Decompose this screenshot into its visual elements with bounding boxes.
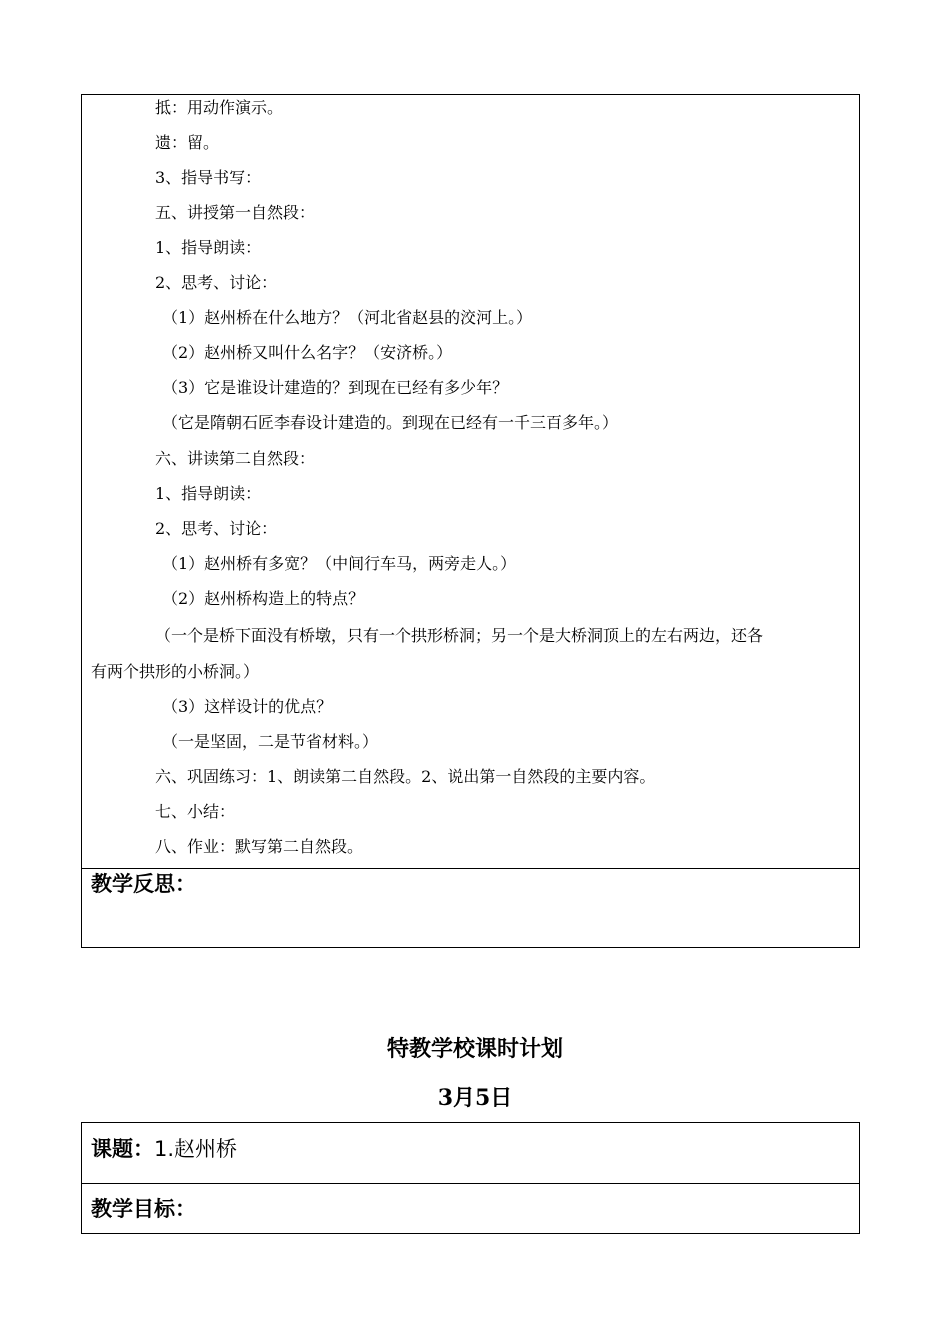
topic-row — [91, 1136, 237, 1162]
lesson-line: （2）赵州桥又叫什么名字？（安济桥。） — [162, 343, 453, 362]
lesson-line: （2）赵州桥构造上的特点？ — [162, 589, 365, 608]
lesson-line: 七、小结： — [155, 802, 236, 821]
lesson-line: 3、指导书写： — [155, 168, 262, 187]
lesson-line: 六、巩固练习：1、朗读第二自然段。2、说出第一自然段的主要内容。 — [155, 767, 656, 786]
lesson-line: （3）它是谁设计建造的？到现在已经有多少年？ — [162, 378, 509, 397]
topic-value: 1.赵州桥 — [154, 1137, 238, 1161]
lesson-line: 2、思考、讨论： — [155, 519, 278, 538]
lesson-line: （它是隋朝石匠李春设计建造的。到现在已经有一千三百多年。） — [162, 413, 619, 432]
lesson-line: 2、思考、讨论： — [155, 273, 278, 292]
lesson-line: 八、作业：默写第二自然段。 — [155, 837, 364, 856]
lesson-line: （1）赵州桥有多宽？（中间行车马，两旁走人。） — [162, 554, 517, 573]
row-divider — [82, 1183, 859, 1184]
lesson-line: 六、讲读第二自然段： — [155, 449, 316, 468]
lesson-line: 五、讲授第一自然段： — [155, 203, 316, 222]
plan-date: 3月5日 — [437, 1085, 513, 1111]
lesson-line: 有两个拱形的小桥洞。） — [91, 662, 260, 681]
plan-table — [81, 1122, 860, 1234]
lesson-line: （3）这样设计的优点？ — [162, 697, 333, 716]
reflection-label: 教学反思： — [91, 872, 196, 896]
reflection-box — [81, 868, 860, 948]
plan-title: 特教学校课时计划 — [386, 1037, 563, 1062]
lesson-line: 抵：用动作演示。 — [155, 98, 284, 117]
lesson-line: （一是坚固，二是节省材料。） — [162, 732, 379, 751]
lesson-line: 1、指导朗读： — [155, 238, 262, 257]
lesson-line: 1、指导朗读： — [155, 484, 262, 503]
lesson-line: （一个是桥下面没有桥墩，只有一个拱形桥洞；另一个是大桥洞顶上的左右两边，还各 — [155, 626, 764, 645]
lesson-line: （1）赵州桥在什么地方？（河北省赵县的洨河上。） — [162, 308, 533, 327]
lesson-content-box — [81, 94, 860, 869]
lesson-line: 遗：留。 — [155, 133, 220, 152]
objectives-label: 教学目标： — [91, 1197, 196, 1221]
topic-label: 课题： — [91, 1137, 154, 1161]
